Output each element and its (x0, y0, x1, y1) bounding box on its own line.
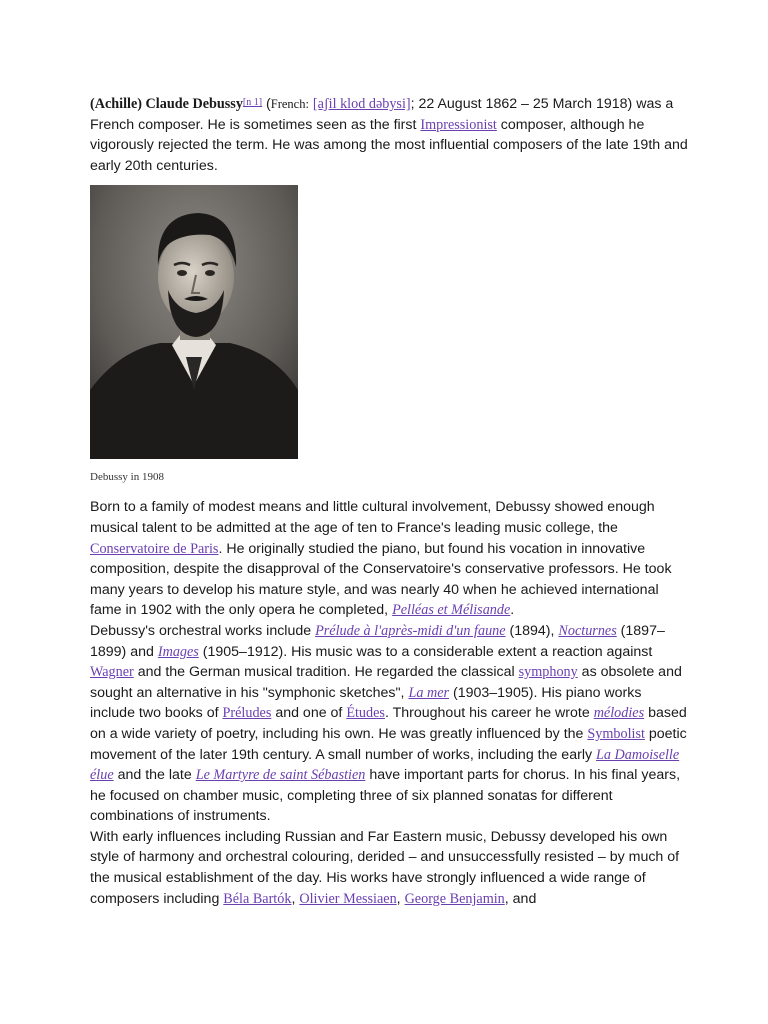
p2-text-f: as obsolete and sought an alternative in his "symphonic sketches", (90, 664, 682, 701)
p2-text-a: Debussy's orchestral works include (90, 622, 316, 639)
subject-name: (Achille) Claude Debussy (90, 96, 243, 112)
p3-sep-1: , (291, 890, 300, 907)
p2-text-i: . Throughout his career he wrote (384, 705, 594, 722)
note-reference-link[interactable]: [n 1] (242, 97, 263, 108)
impressionist-link[interactable]: Impressionist (420, 116, 497, 133)
intro-text-a: was a French composer. He is sometimes seen as the first (90, 96, 674, 133)
symbolist-link[interactable]: Symbolist (587, 725, 645, 742)
images-link[interactable]: Images (157, 643, 199, 660)
p2-text-e: and the German musical tradition. He regarded the classical (133, 664, 519, 681)
p2-text-k: poetic movement of the later 19th century. A small number of works, including the early (90, 725, 687, 763)
nocturnes-link[interactable]: Nocturnes (558, 622, 617, 639)
melodies-link[interactable]: mélodies (593, 705, 645, 722)
damoiselle-link[interactable]: La Damoiselle élue (90, 746, 680, 784)
paragraph-3 (90, 827, 690, 909)
prelude-link[interactable]: Prélude à l'après-midi d'un faune (315, 622, 506, 639)
french-label: French: (270, 97, 309, 111)
portrait-illustration (90, 185, 298, 459)
p3-text-d: , and (504, 890, 537, 907)
life-dates: ; 22 August 1862 – 25 March 1918) (410, 96, 633, 112)
p2-text-g: (1903–1905). His piano works include two books of (90, 684, 642, 722)
conservatoire-link[interactable]: Conservatoire de Paris (90, 540, 219, 557)
intro-open-paren: ( (262, 96, 271, 112)
benjamin-link[interactable]: George Benjamin (404, 890, 505, 907)
paragraph-1 (90, 497, 690, 621)
article-body (90, 94, 690, 909)
p1-text-c: . (510, 602, 515, 619)
preludes-link[interactable]: Préludes (222, 705, 272, 722)
etudes-link[interactable]: Études (346, 705, 385, 722)
la-mer-link[interactable]: La mer (408, 684, 450, 701)
p3-sep-2: , (396, 890, 405, 907)
paragraph-2 (90, 621, 690, 827)
p2-text-h: and one of (271, 705, 347, 722)
pelleas-link[interactable]: Pelléas et Mélisande (392, 602, 511, 619)
intro-text-b: composer, although he vigorously rejected the term. He was among the most influential composers of the late 19th and early 20th centuries. (90, 116, 688, 174)
p2-text-b: (1894), (505, 622, 559, 639)
bartok-link[interactable]: Béla Bartók (223, 890, 292, 907)
p2-text-d: (1905–1912). His music was to a considerable extent a reaction against (198, 643, 653, 660)
messiaen-link[interactable]: Olivier Messiaen (299, 890, 397, 907)
p2-text-c: (1897–1899) and (90, 622, 665, 660)
p1-text-a: Born to a family of modest means and little cultural involvement, Debussy showed enough musical talent to be admitted at the age of ten to France's leading music college, the (90, 499, 655, 536)
p2-text-m: have important parts for chorus. In his final years, he focused on chamber music, completing three of six planned sonatas for different combinations of instruments. (90, 767, 681, 825)
p1-text-b: . He originally studied the piano, but found his vocation in innovative composition, despite the disapproval of the Conservatoire's conservative professors. He took many years to develop his mature style, and was nearly 40 when he achieved international fame in 1902 with the only opera he completed, (90, 540, 672, 619)
intro-paragraph (90, 94, 690, 176)
p2-text-l: and the late (113, 767, 196, 784)
martyre-link[interactable]: Le Martyre de saint Sébastien (195, 767, 366, 784)
wagner-link[interactable]: Wagner (90, 664, 134, 681)
symphony-link[interactable]: symphony (518, 664, 578, 681)
p2-text-j: based on a wide variety of poetry, including his own. He was greatly influenced by the (90, 705, 687, 742)
pronunciation-link[interactable]: [aʃil klod dəbysi] (312, 96, 411, 112)
photo-caption: Debussy in 1908 (90, 471, 164, 484)
portrait-photo (90, 185, 298, 459)
p3-text-a: With early influences including Russian and Far Eastern music, Debussy developed his own style of harmony and orchestral colouring, derided – and unsuccessfully resisted – by much of the musical establishment of the day. His works have strongly influenced a wide range of composers including (90, 828, 680, 907)
